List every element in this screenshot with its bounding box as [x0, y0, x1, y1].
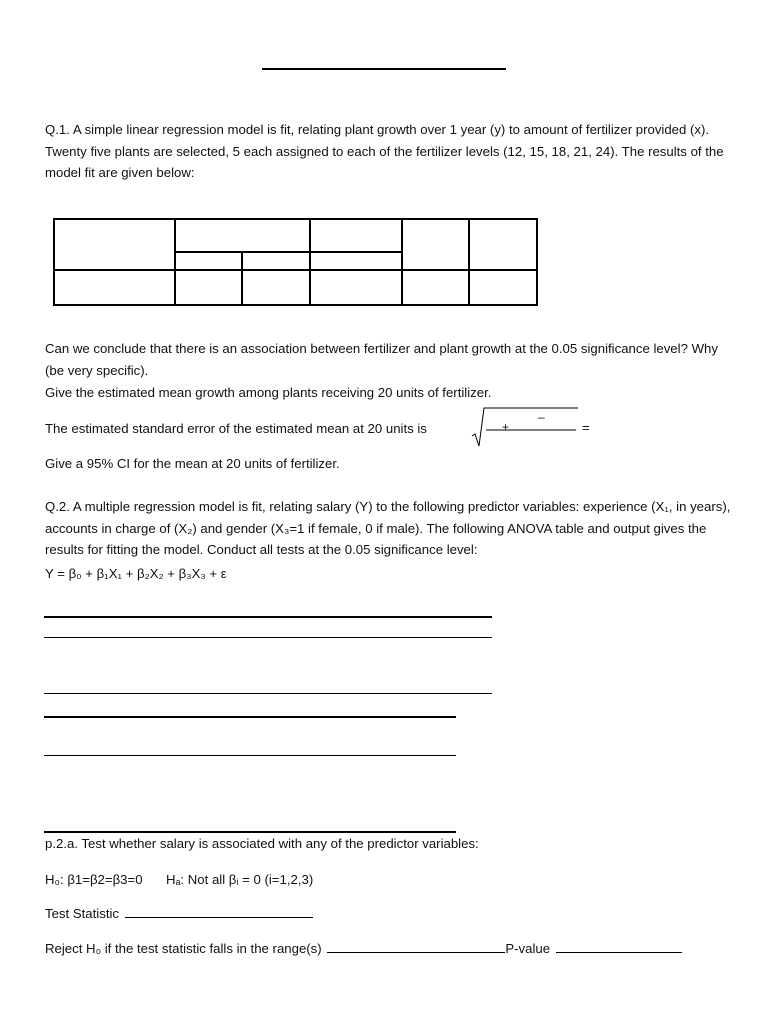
se-formula	[470, 406, 590, 448]
table-col-line	[174, 220, 176, 304]
q2-model-equation: Y = β₀ + β₁X₁ + β₂X₂ + β₃X₃ + ε	[45, 566, 227, 581]
q1-association-question: Can we conclude that there is an association between fertilizer and plant growth at the 0.05 significance level? Why (be very specific).	[45, 341, 718, 378]
q2-intro: Q.2. A multiple regression model is fit, relating salary (Y) to the following predictor variables: experience (X₁, in years), accounts in charge of (X₂) and gender (X₃=1 if female, 0 if male). The following ANOVA table and output gives the results for fitting the model. Conduct all tests at the 0.05 significance level:	[45, 499, 731, 557]
table-col-line	[468, 220, 470, 304]
answer-line	[44, 755, 456, 756]
se-dash: –	[484, 419, 491, 433]
answer-line	[44, 716, 456, 718]
reject-range-blank[interactable]	[327, 939, 505, 953]
table-col-line	[241, 251, 243, 304]
answer-line	[44, 693, 492, 694]
test-statistic-label: Test Statistic	[45, 906, 120, 921]
table-col-line	[401, 220, 403, 304]
test-statistic-blank[interactable]	[125, 904, 313, 918]
table-row-divider	[55, 269, 536, 271]
pvalue-blank[interactable]	[556, 939, 682, 953]
title-line	[262, 68, 506, 70]
q1-results-table	[53, 218, 538, 306]
reject-label: Reject H₀ if the test statistic falls in the range(s)	[45, 941, 322, 956]
q1-se-text: The estimated standard error of the estimated mean at 20 units is	[45, 421, 427, 436]
answer-line	[44, 637, 492, 638]
q1-mean-question: Give the estimated mean growth among plants receiving 20 units of fertilizer.	[45, 385, 492, 400]
q2a-alt-hypothesis: Hₐ: Not all βᵢ = 0 (i=1,2,3)	[166, 872, 314, 887]
q2a-question: p.2.a. Test whether salary is associated with any of the predictor variables:	[45, 836, 479, 851]
pvalue-label: P-value	[505, 941, 551, 956]
answer-line	[44, 616, 492, 618]
q2a-test-statistic	[45, 903, 313, 925]
se-plus: +	[502, 420, 510, 434]
q1-ci-question: Give a 95% CI for the mean at 20 units of fertilizer.	[45, 456, 340, 471]
se-equals: =	[582, 420, 590, 435]
q1-intro: Q.1. A simple linear regression model is fit, relating plant growth over 1 year (y) to amount of fertilizer provided (x). Twenty five plants are selected, 5 each assigned to each of the fertilizer levels (12, 15, 18, 21, 24). The results of the model fit are given below:	[45, 122, 724, 180]
table-subheader-line	[175, 251, 401, 253]
q2a-reject-rule	[45, 938, 682, 960]
se-minus: –	[538, 410, 545, 424]
table-col-line	[309, 220, 311, 304]
q2a-null-hypothesis: H₀: β1=β2=β3=0	[45, 872, 143, 887]
